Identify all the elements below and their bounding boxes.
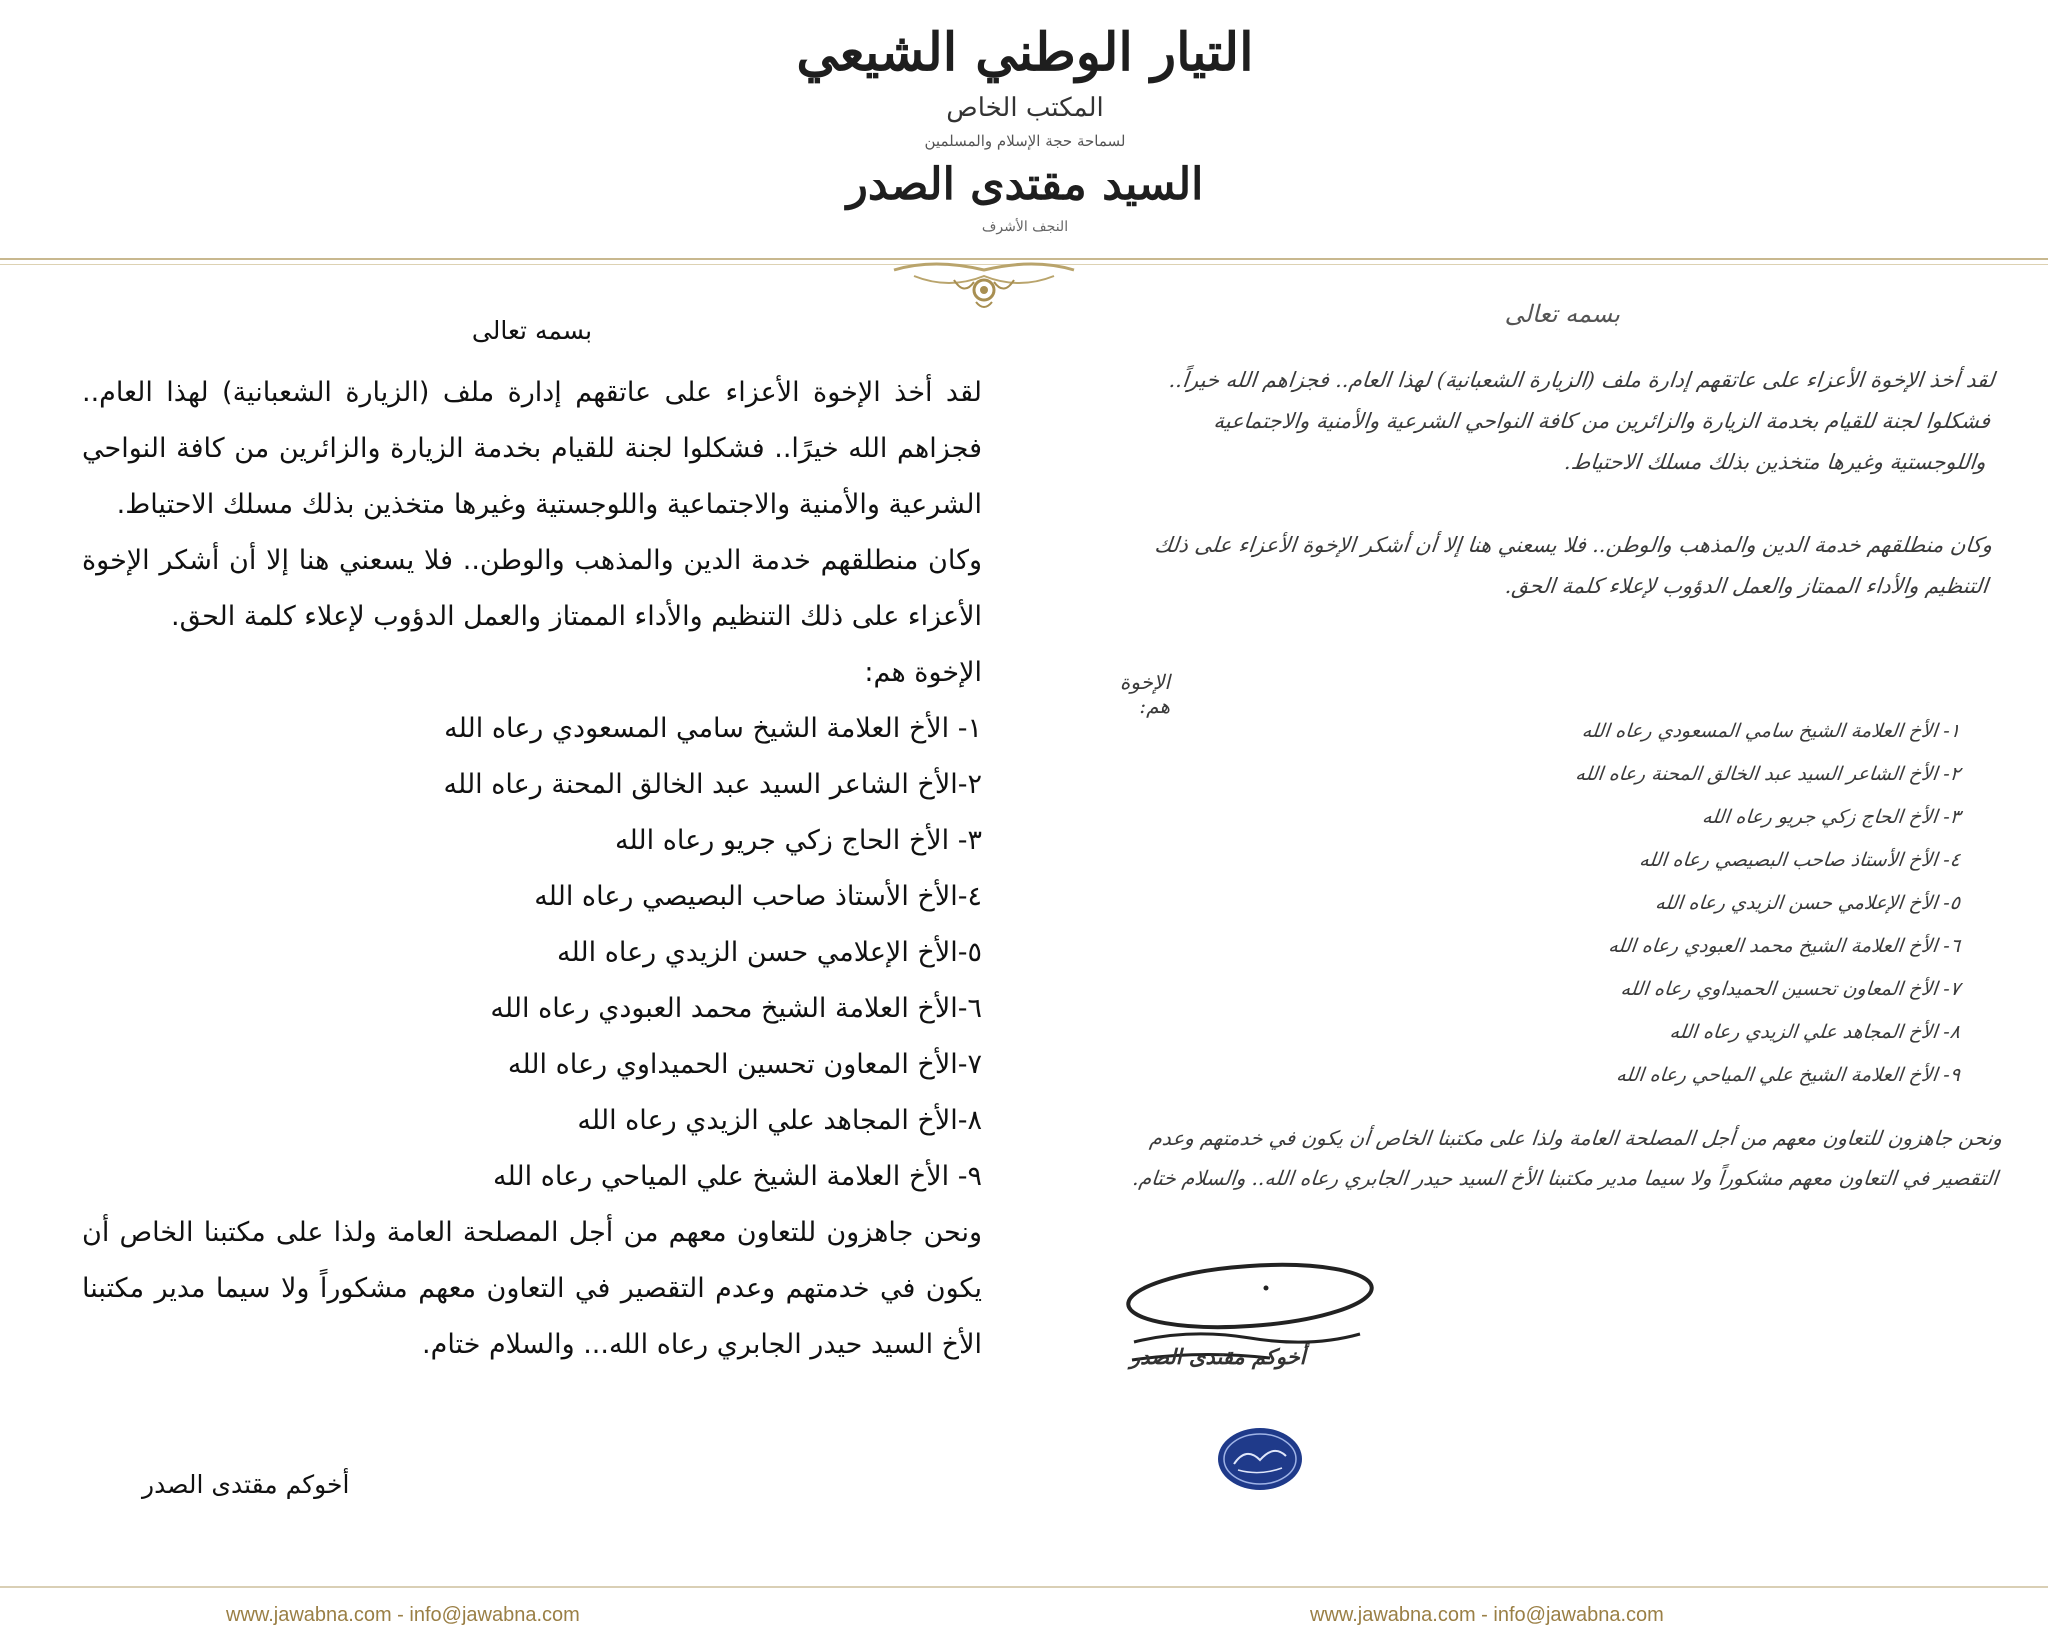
letterhead-city: النجف الأشرف [981, 219, 1069, 235]
letterhead [0, 0, 2048, 300]
list-item: ٣- الأخ الحاج زكي جريو رعاه الله [1701, 806, 1962, 828]
typed-letter [82, 316, 982, 1373]
list-item: ٨-الأخ المجاهد علي الزيدي رعاه الله [577, 1105, 982, 1136]
handwritten-closing: ونحن جاهزون للتعاون معهم من أجل المصلحة العامة ولذا على مكتبنا الخاص أن يكون في خدمتهم وعدم التقصير في التعاون معهم مشكوراً ولا سيما مدير مكتبنا الأخ السيد حيدر الجابري رعاه الله.. والسلام ختام. [1131, 1126, 2004, 1190]
ornament-icon [884, 256, 1084, 312]
list-item: ١- الأخ العلامة الشيخ سامي المسعودي رعاه الله [444, 713, 982, 744]
list-item: ٩- الأخ العلامة الشيخ علي المياحي رعاه الله [493, 1161, 982, 1192]
letterhead-name: السيد مقتدى الصدر [846, 159, 1204, 210]
list-item: ٧- الأخ المعاون تحسين الحميداوي رعاه الله [1619, 978, 1962, 1000]
footer-link-right[interactable]: www.jawabna.com - info@jawabna.com [1310, 1604, 1664, 1626]
list-item: ٧-الأخ المعاون تحسين الحميداوي رعاه الله [507, 1049, 982, 1080]
handwritten-basmala: بسمه تعالى [1504, 300, 1620, 328]
list-item: ٥-الأخ الإعلامي حسن الزيدي رعاه الله [556, 937, 982, 968]
letterhead-honorific: لسماحة حجة الإسلام والمسلمين [924, 132, 1126, 150]
list-item: ٩- الأخ العلامة الشيخ علي المياحي رعاه الله [1615, 1064, 1962, 1086]
letterhead-office: المكتب الخاص [946, 93, 1104, 123]
handwritten-members-list [1360, 710, 1960, 1097]
footer-divider [0, 1586, 2048, 1588]
letter-paragraph: وكان منطلقهم خدمة الدين والمذهب والوطن.. فلا يسعني هنا إلا أن أشكر الإخوة الأعزاء على ذلك التنظيم والأداء الممتاز والعمل الدؤوب لإعلاء كلمة الحق. [82, 545, 982, 632]
list-item: ٤- الأخ الأستاذ صاحب البصيصي رعاه الله [1638, 849, 1962, 871]
list-item: ٣- الأخ الحاج زكي جريو رعاه الله [614, 825, 982, 856]
list-item: ٢- الأخ الشاعر السيد عبد الخالق المحنة رعاه الله [1574, 763, 1962, 785]
handwritten-paragraph: لقد أخذ الإخوة الأعزاء على عاتقهم إدارة ملف (الزيارة الشعبانية) لهذا العام.. فجزاهم الله خيراً.. فشكلوا لجنة للقيام بخدمة الزيارة والزائرين من كافة النواحي الشرعية والأمنية والاجتماعية واللوجستية وغيرها متخذين بذلك مسلك الاحتياط. [1167, 368, 1996, 474]
letterhead-logo [760, 18, 1290, 238]
members-list [82, 701, 982, 1205]
handwritten-original [1119, 300, 2004, 1540]
signoff: أخوكم مقتدى الصدر [142, 1470, 350, 1499]
basmala: بسمه تعالى [471, 316, 593, 345]
list-item: ٤-الأخ الأستاذ صاحب البصيصي رعاه الله [534, 881, 982, 912]
brothers-heading: الإخوة هم: [864, 657, 982, 688]
letterhead-title: التيار الوطني الشيعي [796, 22, 1254, 83]
seal-stamp-icon [1216, 1426, 1304, 1492]
list-item: ٢-الأخ الشاعر السيد عبد الخالق المحنة رعاه الله [443, 769, 982, 800]
letter-closing: ونحن جاهزون للتعاون معهم من أجل المصلحة العامة ولذا على مكتبنا الخاص أن يكون في خدمتهم وعدم التقصير في التعاون معهم مشكوراً ولا سيما مدير مكتبنا الأخ السيد حيدر الجابري رعاه الله... والسلام ختام. [82, 1217, 982, 1360]
list-item: ٦- الأخ العلامة الشيخ محمد العبودي رعاه الله [1607, 935, 1962, 957]
footer-link-left[interactable]: www.jawabna.com - info@jawabna.com [226, 1604, 580, 1626]
letter-paragraph: لقد أخذ الإخوة الأعزاء على عاتقهم إدارة ملف (الزيارة الشعبانية) لهذا العام.. فجزاهم الله خيرًا.. فشكلوا لجنة للقيام بخدمة الزيارة والزائرين من كافة النواحي الشرعية والأمنية والاجتماعية واللوجستية وغيرها متخذين بذلك مسلك الاحتياط. [82, 377, 982, 520]
list-item: ٨- الأخ المجاهد علي الزيدي رعاه الله [1668, 1021, 1962, 1043]
list-item: ٥- الأخ الإعلامي حسن الزيدي رعاه الله [1654, 892, 1962, 914]
list-item: ٦-الأخ العلامة الشيخ محمد العبودي رعاه الله [490, 993, 982, 1024]
handwritten-paragraph: وكان منطلقهم خدمة الدين والمذهب والوطن.. فلا يسعني هنا إلا أن أشكر الإخوة الأعزاء على ذلك التنظيم والأداء الممتاز والعمل الدؤوب لإعلاء كلمة الحق. [1153, 533, 1994, 598]
list-item: ١- الأخ العلامة الشيخ سامي المسعودي رعاه الله [1580, 720, 1962, 742]
handwritten-brothers-heading: الإخوة هم: [1119, 670, 1170, 718]
handwritten-signoff: أخوكم مقتدى الصدر [1130, 1344, 1306, 1369]
